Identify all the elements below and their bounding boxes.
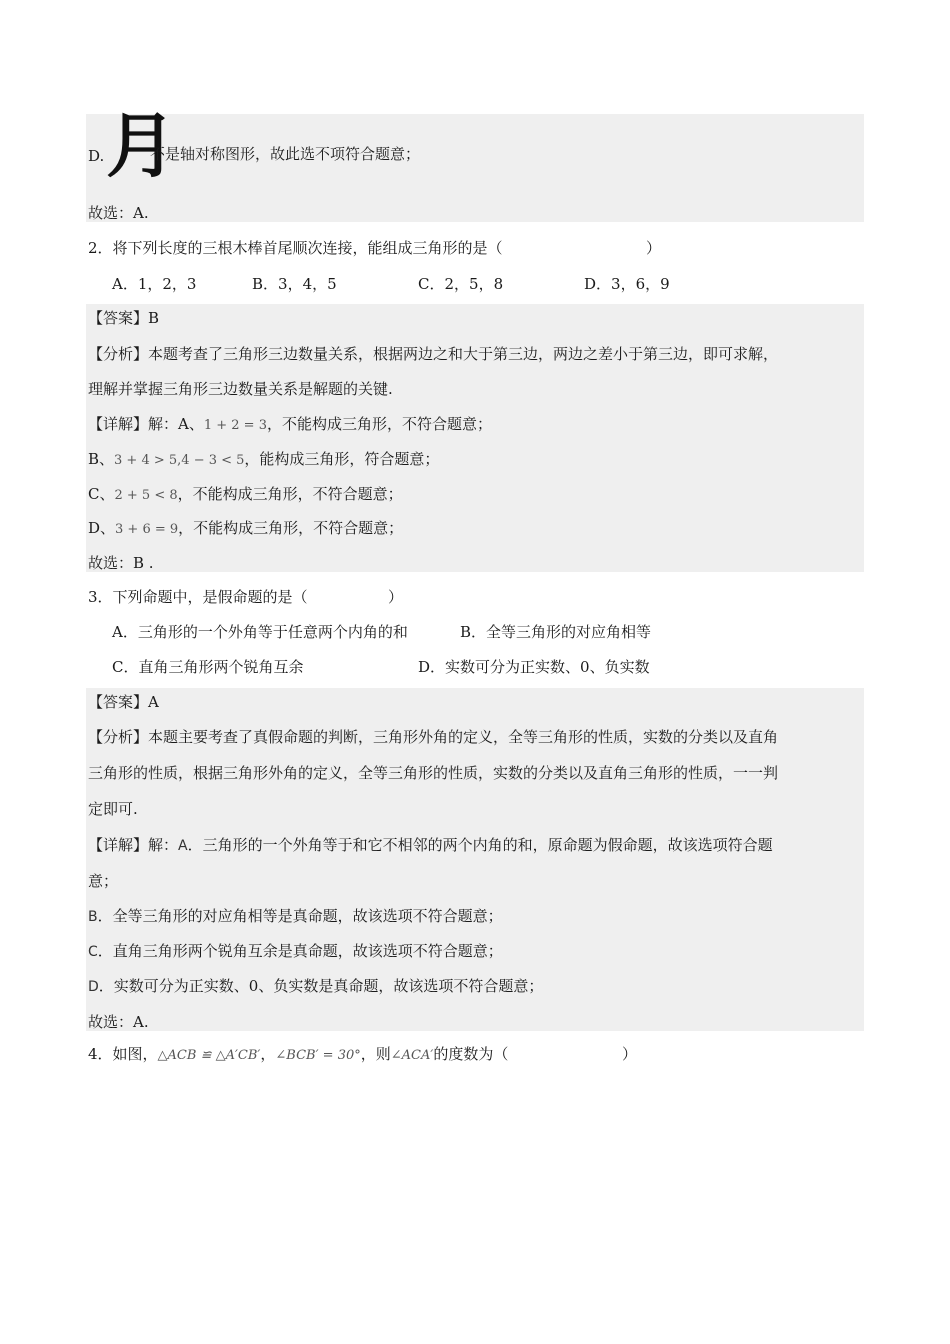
q3-stem: 3．下列命题中，是假命题的是（ bbox=[88, 588, 308, 606]
q3-analysis-line-3: 定即可. bbox=[88, 800, 138, 818]
q2-stem-close: ） bbox=[646, 239, 662, 257]
q3-detail-a-label: A bbox=[178, 838, 188, 854]
q3-conclusion: 故选：A. bbox=[88, 1013, 149, 1031]
q4-mid: ，则 bbox=[360, 1045, 391, 1063]
q2-conclusion: 故选：B . bbox=[88, 554, 154, 572]
q1-option-d-text: 不是轴对称图形，故此选不项符合题意； bbox=[150, 145, 421, 163]
q2-detail-c-formula: 2 + 5 < 8 bbox=[114, 488, 178, 503]
q2-detail-a-formula: 1 + 2 = 3 bbox=[203, 418, 267, 433]
q4-asked-angle: ∠ACA′ bbox=[390, 1048, 434, 1063]
q2-detail-c-text: ，不能构成三角形，不符合题意； bbox=[177, 485, 403, 503]
q2-option-a: A．1，2，3 bbox=[112, 275, 197, 293]
q2-detail-a-text: ，不能构成三角形，不符合题意； bbox=[266, 415, 492, 433]
q3-detail-b bbox=[88, 906, 503, 927]
q3-detail-a-wrap: 意； bbox=[88, 872, 119, 890]
q3-detail-d-text: ．实数可分为正实数、0、负实数是真命题，故该选项不符合题意； bbox=[98, 977, 544, 995]
q3-stem-close: ） bbox=[388, 588, 404, 606]
q3-detail-a bbox=[88, 835, 773, 856]
q3-detail-lead: 【详解】解： bbox=[88, 836, 179, 854]
q2-detail-a bbox=[88, 414, 492, 436]
moon-character-figure: 月 bbox=[106, 104, 176, 187]
q2-stem: 2．将下列长度的三根木棒首尾顺次连接，能组成三角形的是（ bbox=[88, 239, 503, 257]
q2-option-b: B．3，4，5 bbox=[252, 275, 337, 293]
q3-detail-d-label: D bbox=[88, 979, 99, 995]
q4-sep: ， bbox=[260, 1045, 276, 1063]
q4-given-angle: ∠BCB′ = 30° bbox=[275, 1048, 361, 1063]
q3-detail-c-text: ．直角三角形两个锐角互余是真命题，故该选项不符合题意； bbox=[97, 942, 503, 960]
q3-detail-b-text: ．全等三角形的对应角相等是真命题，故该选项不符合题意； bbox=[97, 907, 503, 925]
q3-detail-d bbox=[88, 976, 543, 997]
q3-analysis-line-2: 三角形的性质，根据三角形外角的定义，全等三角形的性质，实数的分类以及直角三角形的性质，一一判 bbox=[88, 764, 779, 782]
q2-analysis-line-1: 【分析】本题考查了三角形三边数量关系，根据两边之和大于第三边，两边之差小于第三边，即可求解， bbox=[88, 345, 779, 363]
q2-option-d: D．3，6，9 bbox=[584, 275, 670, 293]
q2-detail-b-formula: 3 + 4 > 5,4 − 3 < 5 bbox=[114, 453, 245, 468]
q2-answer: 【答案】B bbox=[88, 309, 160, 327]
q4-congruence-formula: △ACB ≌ △A′CB′ bbox=[157, 1048, 261, 1063]
q3-detail-b-label: B bbox=[88, 909, 98, 925]
q3-option-b: B．全等三角形的对应角相等 bbox=[460, 623, 652, 641]
q2-detail-d bbox=[88, 518, 403, 540]
q4-stem-lead: 4．如图， bbox=[88, 1045, 158, 1063]
q2-detail-d-formula: 3 + 6 = 9 bbox=[115, 522, 179, 537]
q3-option-a: A．三角形的一个外角等于任意两个内角的和 bbox=[112, 623, 408, 641]
q3-analysis-line-1: 【分析】本题主要考查了真假命题的判断，三角形外角的定义，全等三角形的性质，实数的分类以及直角 bbox=[88, 728, 779, 746]
q2-analysis-line-2: 理解并掌握三角形三边数量关系是解题的关键. bbox=[88, 380, 393, 398]
q2-detail-d-text: ，不能构成三角形，不符合题意； bbox=[178, 519, 404, 537]
q3-detail-c bbox=[88, 941, 503, 962]
q2-detail-b-text: ，能构成三角形，符合题意； bbox=[244, 450, 440, 468]
q3-option-c: C．直角三角形两个锐角互余 bbox=[112, 658, 304, 676]
q2-detail-c bbox=[88, 484, 403, 506]
q1-conclusion: 故选：A. bbox=[88, 204, 149, 222]
q2-detail-c-lead: C、 bbox=[88, 485, 115, 503]
q2-detail-lead: 【详解】解：A、 bbox=[88, 415, 204, 433]
q3-detail-c-label: C bbox=[88, 944, 98, 960]
q4-tail: 的度数为（ bbox=[433, 1045, 509, 1063]
q3-answer: 【答案】A bbox=[88, 693, 159, 711]
q2-detail-d-lead: D、 bbox=[88, 519, 116, 537]
q2-detail-b-lead: B、 bbox=[88, 450, 115, 468]
q2-option-c: C．2，5，8 bbox=[418, 275, 504, 293]
q1-option-d-prefix: D. bbox=[88, 147, 105, 165]
solution-block-q1 bbox=[86, 114, 864, 222]
q4-stem-close: ） bbox=[622, 1045, 638, 1063]
q3-option-d: D．实数可分为正实数、0、负实数 bbox=[418, 658, 650, 676]
q3-detail-a-text: ．三角形的一个外角等于和它不相邻的两个内角的和，原命题为假命题，故该选项符合题 bbox=[187, 836, 773, 854]
q4-stem bbox=[88, 1044, 508, 1066]
q2-detail-b bbox=[88, 449, 439, 471]
